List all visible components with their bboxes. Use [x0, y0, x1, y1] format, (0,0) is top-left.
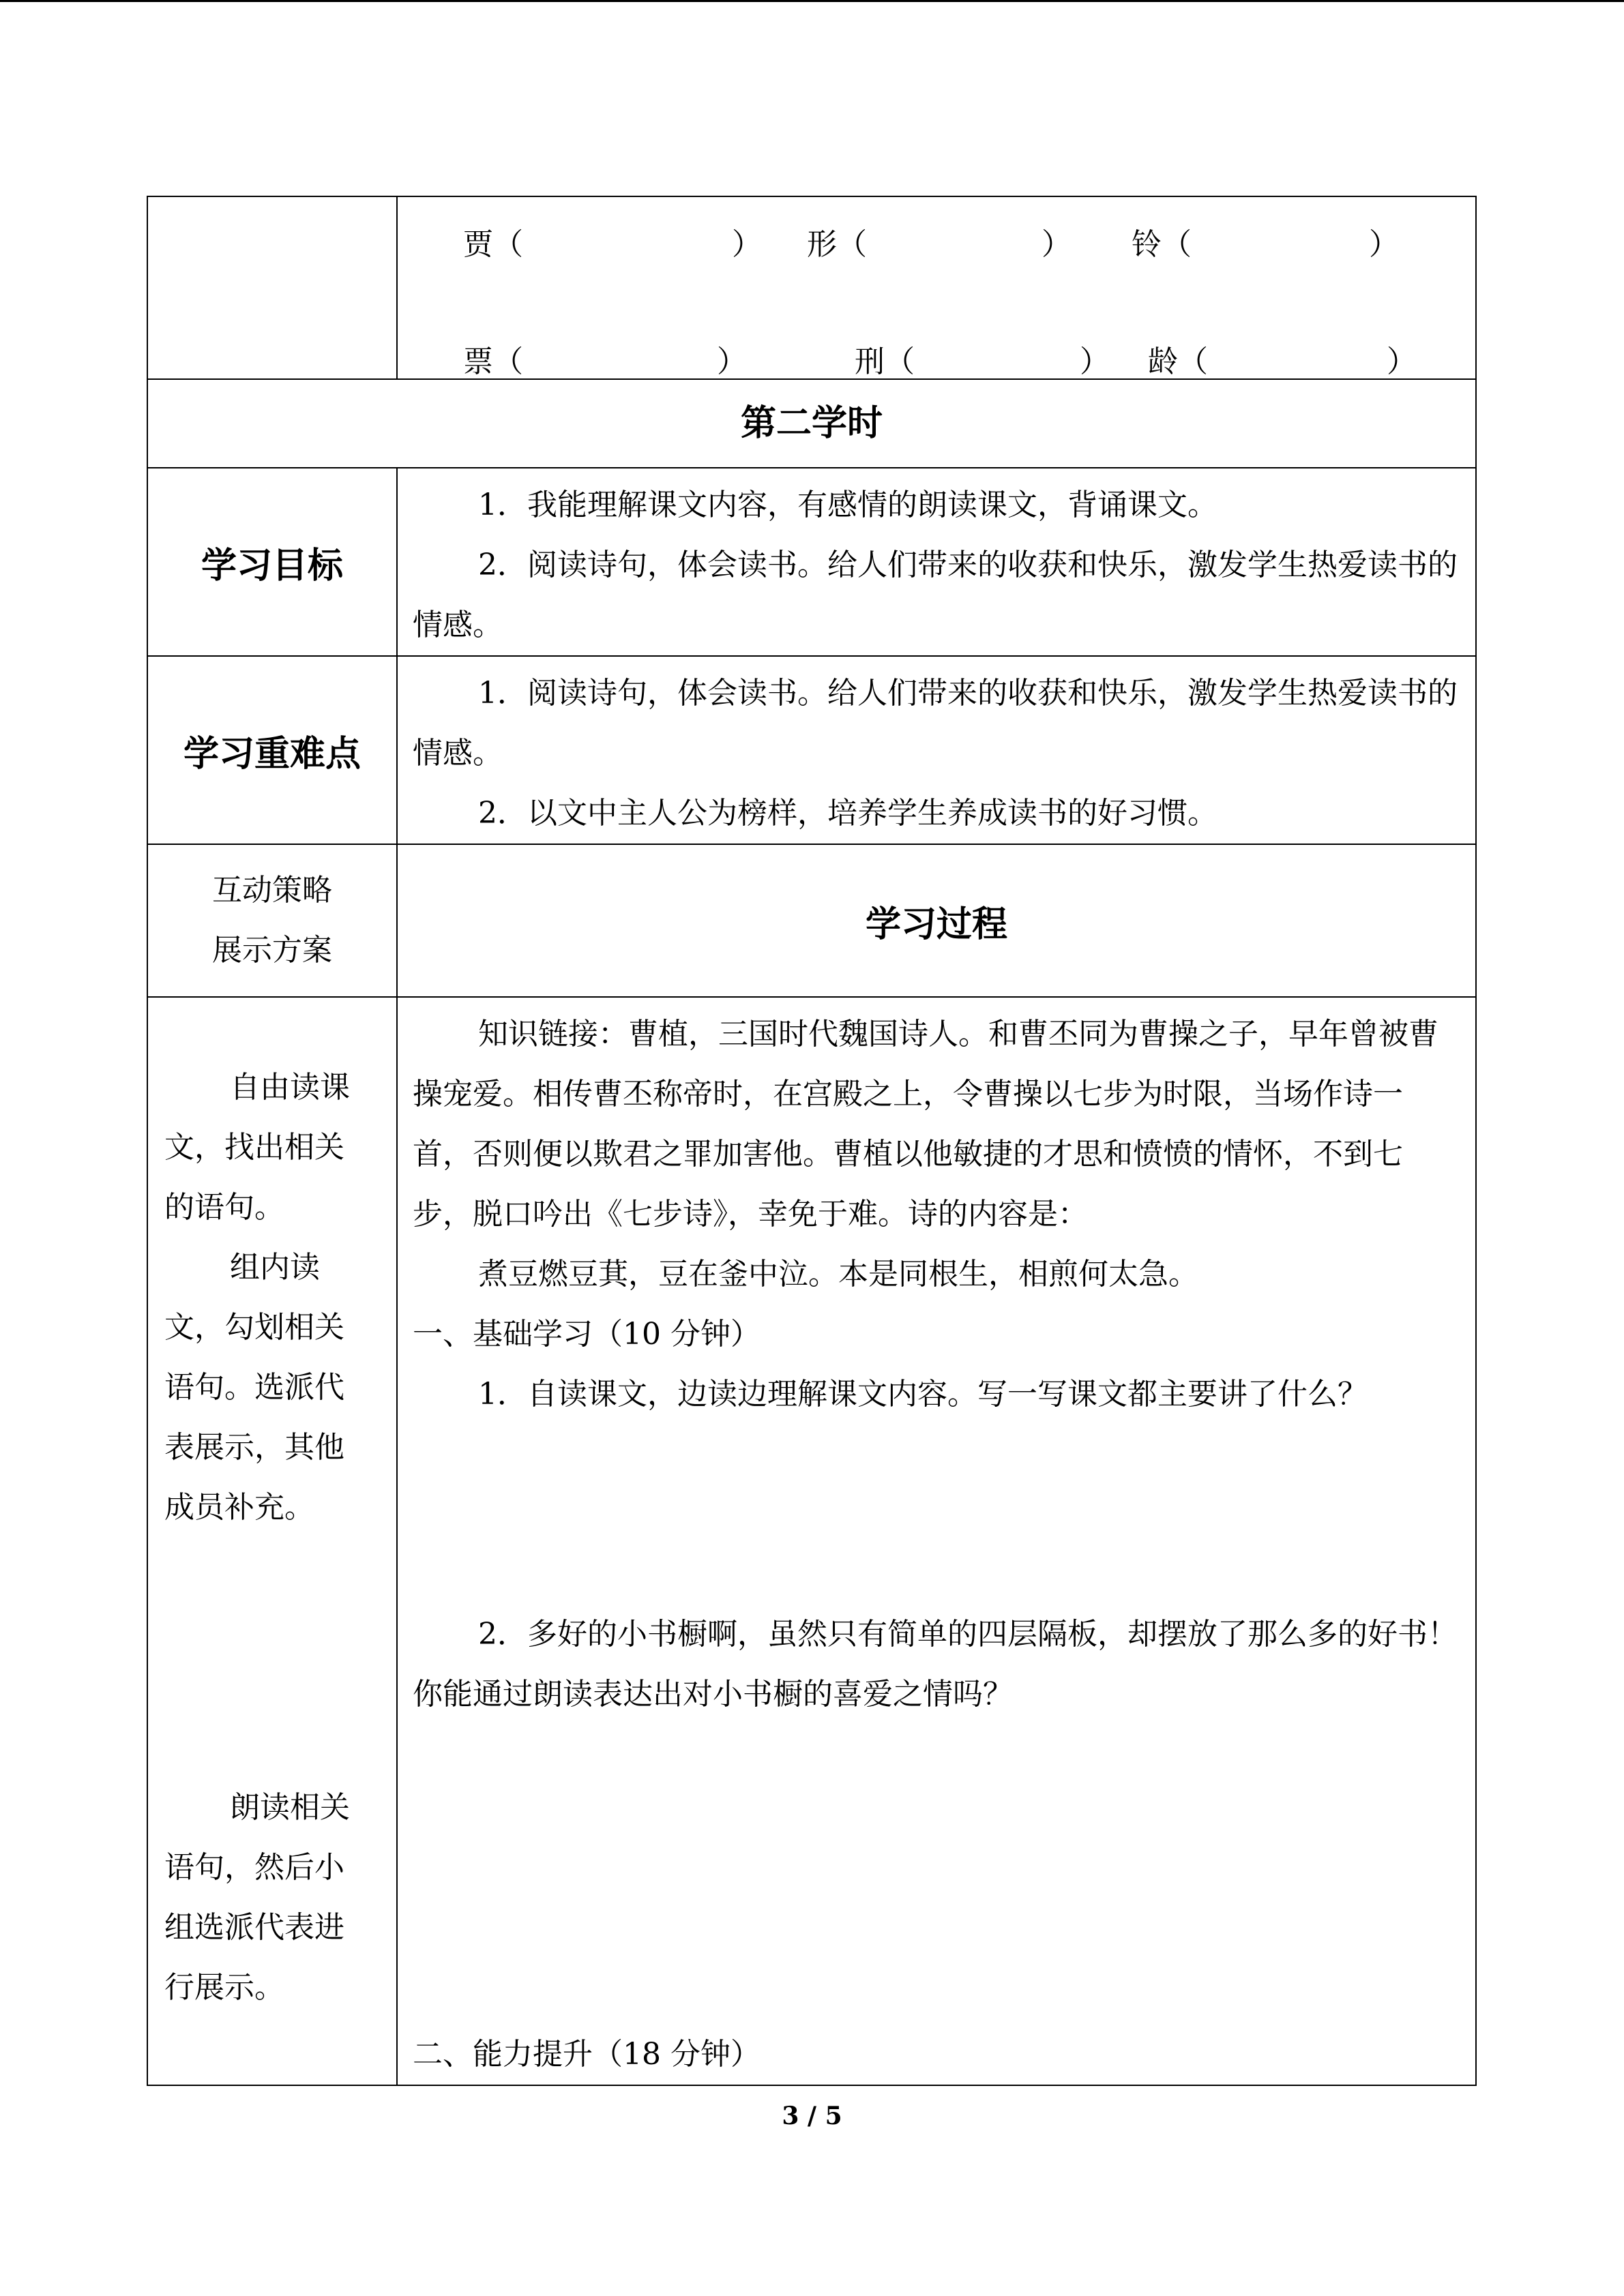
goals-row	[147, 468, 1476, 656]
difficulties-label: 学习重难点	[147, 656, 397, 844]
lesson-plan-table	[147, 196, 1477, 2086]
top-border-line	[0, 0, 1624, 2]
paren-close: ）	[1080, 344, 1110, 379]
goals-content	[397, 468, 1476, 656]
paren-close: ）	[717, 344, 747, 379]
char-ling: 铃（	[1132, 227, 1192, 262]
question-1: 1．自读课文，边读边理解课文内容。写一写课文都主要讲了什么？	[478, 1377, 1368, 1412]
char-jia: 贾（	[463, 227, 523, 262]
char-xing2: 刑（	[855, 344, 915, 379]
character-row	[147, 196, 1476, 379]
answer-space-2	[398, 1725, 1475, 2025]
strategy-label	[147, 844, 397, 997]
process-title: 学习过程	[397, 844, 1476, 997]
goal-item: 1．我能理解课文内容，有感情的朗读课文，背诵课文。	[478, 488, 1217, 522]
strategy-line-1: 互动策略	[212, 873, 332, 908]
page-number: 3 / 5	[782, 2102, 842, 2130]
strategy-header-row	[147, 844, 1476, 997]
answer-space-1	[398, 1425, 1475, 1605]
strategy-note-2: 组内读文，勾划相关语句。选派代表展示，其他成员补充。	[164, 1250, 344, 1525]
blank-label-cell	[147, 196, 397, 379]
part2-heading: 二、能力提升（18 分钟）	[413, 2037, 761, 2072]
char-ling2: 龄（	[1148, 344, 1208, 379]
poem-text: 煮豆燃豆萁，豆在釜中泣。本是同根生，相煎何太急。	[478, 1257, 1198, 1292]
strategy-note-1: 自由读课文，找出相关的语句。	[164, 1070, 350, 1225]
difficulty-item: 1．阅读诗句，体会读书。给人们带来的收获和快乐，激发学生热爱读书的情感。	[413, 676, 1458, 771]
char-xing: 形（	[807, 227, 867, 262]
character-line-1	[398, 215, 1475, 262]
difficulty-item: 2．以文中主人公为榜样，培养学生养成读书的好习惯。	[478, 796, 1217, 831]
strategy-notes	[147, 997, 397, 2085]
paren-close: ）	[1369, 227, 1399, 262]
part1-heading: 一、基础学习（10 分钟）	[413, 1317, 761, 1352]
difficulties-row	[147, 656, 1476, 844]
char-piao: 票（	[463, 344, 523, 379]
section-title-row	[147, 379, 1476, 468]
paren-close: ）	[732, 227, 762, 262]
process-row	[147, 997, 1476, 2085]
strategy-line-2: 展示方案	[212, 933, 332, 968]
paren-close: ）	[1387, 344, 1417, 379]
process-content	[397, 997, 1476, 2085]
knowledge-link: 知识链接：曹植，三国时代魏国诗人。和曹丕同为曹操之子，早年曾被曹操宠爱。相传曹丕称帝时，在宫殿之上，令曹操以七步为时限，当场作诗一首，否则便以欺君之罪加害他。曹植以他敏捷的才思和愤愤的情怀，不到七步，脱口吟出《七步诗》，幸免于难。诗的内容是：	[413, 1017, 1438, 1232]
character-line-2	[398, 332, 1475, 379]
difficulties-content	[397, 656, 1476, 844]
goals-label: 学习目标	[147, 468, 397, 656]
character-exercise-cell	[397, 196, 1476, 379]
strategy-note-3: 朗读相关语句，然后小组选派代表进行展示。	[164, 1790, 350, 2005]
question-2: 2．多好的小书橱啊，虽然只有简单的四层隔板，却摆放了那么多的好书！你能通过朗读表达出对小书橱的喜爱之情吗？	[413, 1617, 1458, 1712]
goal-item: 2．阅读诗句，体会读书。给人们带来的收获和快乐，激发学生热爱读书的情感。	[413, 548, 1458, 642]
section-title: 第二学时	[147, 379, 1476, 468]
paren-close: ）	[1042, 227, 1072, 262]
